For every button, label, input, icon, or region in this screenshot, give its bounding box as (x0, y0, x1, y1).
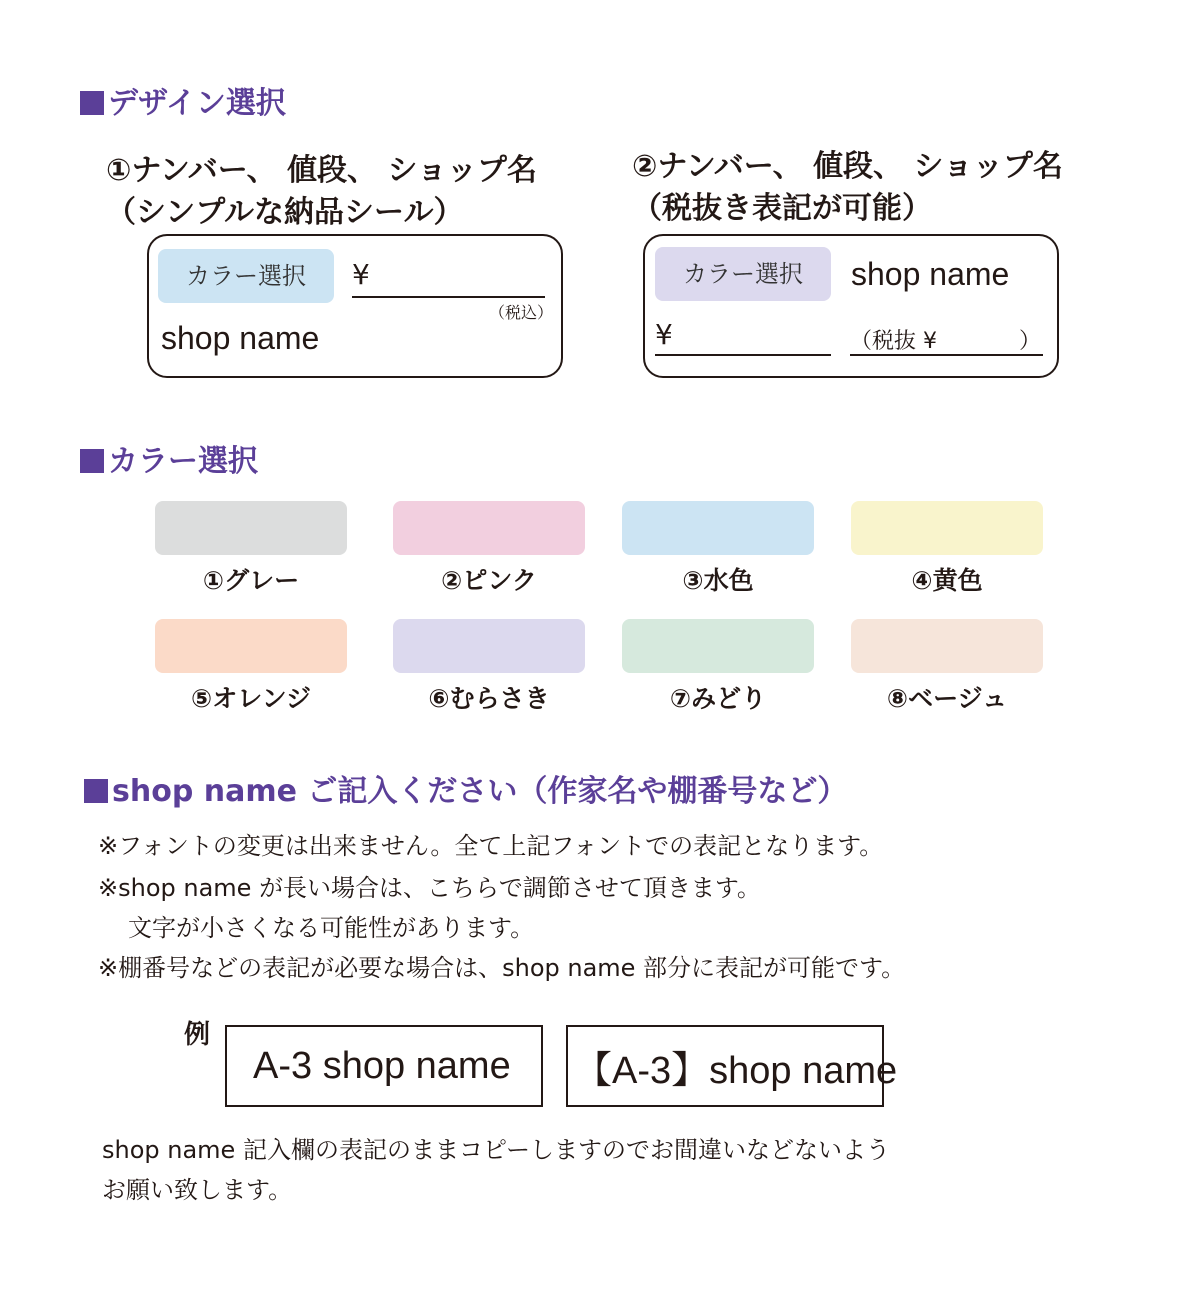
example-label: 例 (184, 1020, 211, 1050)
note-line: ※棚番号などの表記が必要な場合は、shop name 部分に表記が可能です。 (98, 954, 906, 982)
shop-name-text: shop name (161, 320, 320, 356)
color-swatch-label: ②ピンク (441, 566, 537, 595)
color-swatch[interactable] (393, 619, 585, 673)
footer-line: shop name 記入欄の表記のままコピーしますのでお間違いなどないよう (102, 1136, 890, 1164)
note-line: ※フォントの変更は出来ません。全て上記フォントでの表記となります。 (98, 832, 884, 860)
color-swatch[interactable] (393, 501, 585, 555)
color-swatch[interactable] (155, 501, 347, 555)
design-option-2-title: ②ナンバー、 値段、 ショップ名 （税抜き表記が可能） (632, 149, 1063, 226)
example-box-2: 【A-3】shop name (566, 1025, 884, 1107)
design-option-1-title: ①ナンバー、 値段、 ショップ名 （シンプルな納品シール） (106, 153, 537, 230)
color-swatch[interactable] (851, 501, 1043, 555)
color-swatch-label: ⑤オレンジ (191, 684, 311, 713)
color-swatch[interactable] (851, 619, 1043, 673)
color-swatch-label: ④黄色 (911, 566, 983, 595)
color-swatch[interactable] (622, 501, 814, 555)
yen-sign: ¥ (655, 318, 673, 351)
square-bullet-icon (80, 91, 104, 115)
note-line: ※shop name が長い場合は、こちらで調節させて頂きます。 (98, 874, 761, 902)
note-line: 文字が小さくなる可能性があります。 (128, 914, 535, 942)
color-select-chip: カラー選択 (158, 249, 334, 303)
shop-name-text: shop name (851, 256, 1010, 292)
square-bullet-icon (84, 779, 108, 803)
color-swatch-label: ⑧ベージュ (886, 684, 1008, 713)
color-swatch-label: ⑥むらさき (428, 684, 550, 713)
color-swatch[interactable] (155, 619, 347, 673)
color-swatch[interactable] (622, 619, 814, 673)
label-sample-2[interactable] (643, 234, 1059, 378)
section-title-shop-name: shop name ご記入ください（作家名や棚番号など） (84, 766, 847, 810)
square-bullet-icon (80, 449, 104, 473)
tax-excluded-field: （税抜 ¥ ） (850, 324, 1043, 356)
color-select-chip: カラー選択 (655, 247, 831, 301)
color-swatch-label: ⑦みどり (669, 684, 767, 713)
section-title-design: デザイン選択 (80, 78, 286, 122)
label-sample-1[interactable] (147, 234, 563, 378)
section-title-color: カラー選択 (80, 436, 258, 480)
tax-included-note: （税込） (489, 303, 554, 322)
yen-sign: ¥ (352, 258, 370, 291)
color-swatch-label: ①グレー (202, 566, 300, 595)
price-field (352, 258, 545, 298)
footer-line: お願い致します。 (102, 1176, 293, 1204)
color-swatch-label: ③水色 (682, 566, 754, 595)
example-box-1: A-3 shop name (225, 1025, 543, 1107)
price-field (655, 318, 831, 356)
